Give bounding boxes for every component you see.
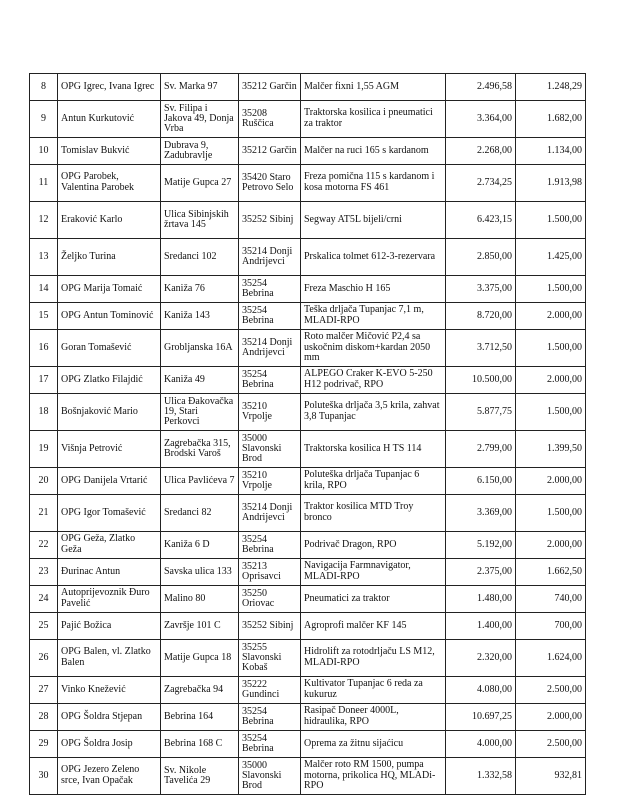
postal-place: 35214 Donji Andrijevci [239,330,301,367]
postal-place: 35208 Ruščica [239,101,301,138]
beneficiary-address: Matije Gupca 18 [161,640,239,677]
row-number: 19 [30,431,58,468]
beneficiary-name: OPG Geža, Zlatko Geža [58,532,161,559]
total-amount: 3.369,00 [446,495,516,532]
beneficiary-name: OPG Zlatko Filajdić [58,367,161,394]
beneficiary-address: Sv. Marka 97 [161,74,239,101]
equipment-description: Segway AT5L bijeli/crni [301,202,446,239]
grant-amount: 1.425,00 [516,239,586,276]
beneficiary-address: Grobljanska 16A [161,330,239,367]
row-number: 20 [30,468,58,495]
grant-amount: 1.134,00 [516,138,586,165]
row-number: 22 [30,532,58,559]
row-number: 11 [30,165,58,202]
table-row [30,586,586,613]
postal-place: 35000 Slavonski Brod [239,431,301,468]
total-amount: 1.332,58 [446,758,516,795]
equipment-description: Freza pomična 115 s kardanom i kosa motorna FS 461 [301,165,446,202]
postal-place: 35254 Bebrina [239,532,301,559]
postal-place: 35252 Sibinj [239,202,301,239]
beneficiary-name: Đurinac Antun [58,559,161,586]
row-number: 25 [30,613,58,640]
postal-place: 35210 Vrpolje [239,394,301,431]
row-number: 29 [30,731,58,758]
total-amount: 6.150,00 [446,468,516,495]
grant-amount: 740,00 [516,586,586,613]
table-row [30,202,586,239]
grant-amount: 1.500,00 [516,276,586,303]
beneficiary-name: Tomislav Bukvić [58,138,161,165]
beneficiary-address: Zagrebačka 94 [161,677,239,704]
table-row [30,239,586,276]
row-number: 15 [30,303,58,330]
table-row [30,613,586,640]
grant-amount: 2.000,00 [516,367,586,394]
beneficiary-address: Bebrina 164 [161,704,239,731]
grant-amount: 2.000,00 [516,532,586,559]
grant-amount: 1.682,00 [516,101,586,138]
grant-amount: 1.624,00 [516,640,586,677]
table-body [30,74,586,795]
table-row [30,394,586,431]
beneficiary-name: Željko Turina [58,239,161,276]
table-row [30,74,586,101]
postal-place: 35222 Gundinci [239,677,301,704]
total-amount: 4.000,00 [446,731,516,758]
total-amount: 8.720,00 [446,303,516,330]
beneficiary-address: Sv. Nikole Tavelića 29 [161,758,239,795]
row-number: 14 [30,276,58,303]
equipment-description: Kultivator Tupanjac 6 reda za kukuruz [301,677,446,704]
total-amount: 1.480,00 [446,586,516,613]
row-number: 12 [30,202,58,239]
total-amount: 10.697,25 [446,704,516,731]
row-number: 27 [30,677,58,704]
beneficiary-name: OPG Šoldra Stjepan [58,704,161,731]
equipment-description: Malčer na ruci 165 s kardanom [301,138,446,165]
beneficiary-address: Zagrebačka 315, Brodski Varoš [161,431,239,468]
beneficiary-address: Sv. Filipa i Jakova 49, Donja Vrba [161,101,239,138]
grant-amount: 1.500,00 [516,202,586,239]
row-number: 18 [30,394,58,431]
equipment-description: Traktorska kosilica H TS 114 [301,431,446,468]
beneficiary-name: Pajić Božica [58,613,161,640]
beneficiary-name: OPG Igor Tomašević [58,495,161,532]
beneficiary-address: Bebrina 168 C [161,731,239,758]
equipment-description: Traktor kosilica MTD Troy bronco [301,495,446,532]
row-number: 13 [30,239,58,276]
equipment-description: Hidrolift za rotodrljaču LS M12, MLADI-RPO [301,640,446,677]
grant-amount: 1.500,00 [516,330,586,367]
equipment-description: Poluteška drljača Tupanjac 6 krila, RPO [301,468,446,495]
beneficiary-name: OPG Marija Tomaić [58,276,161,303]
equipment-description: Podrivač Dragon, RPO [301,532,446,559]
table-row [30,303,586,330]
beneficiary-name: Antun Kurkutović [58,101,161,138]
table-row [30,330,586,367]
equipment-description: Traktorska kosilica i pneumatici za traktor [301,101,446,138]
total-amount: 1.400,00 [446,613,516,640]
total-amount: 4.080,00 [446,677,516,704]
beneficiary-name: OPG Danijela Vrtarić [58,468,161,495]
grant-amount: 2.000,00 [516,704,586,731]
total-amount: 2.320,00 [446,640,516,677]
total-amount: 2.375,00 [446,559,516,586]
postal-place: 35254 Bebrina [239,303,301,330]
beneficiary-address: Sredanci 102 [161,239,239,276]
table-row [30,559,586,586]
table-row [30,640,586,677]
row-number: 28 [30,704,58,731]
total-amount: 6.423,15 [446,202,516,239]
postal-place: 35212 Garčin [239,138,301,165]
equipment-description: Oprema za žitnu sijaćicu [301,731,446,758]
equipment-description: Poluteška drljača 3,5 krila, zahvat 3,8 Tupanjac [301,394,446,431]
row-number: 24 [30,586,58,613]
beneficiary-address: Matije Gupca 27 [161,165,239,202]
beneficiary-name: Goran Tomašević [58,330,161,367]
grant-amount: 700,00 [516,613,586,640]
postal-place: 35250 Oriovac [239,586,301,613]
beneficiary-name: OPG Šoldra Josip [58,731,161,758]
grant-amount: 1.500,00 [516,394,586,431]
table-row [30,276,586,303]
table-row [30,101,586,138]
beneficiary-address: Kaniža 76 [161,276,239,303]
beneficiary-address: Malino 80 [161,586,239,613]
table-row [30,758,586,795]
equipment-description: Prskalica tolmet 612-3-rezervara [301,239,446,276]
beneficiary-address: Dubrava 9, Zadubravlje [161,138,239,165]
postal-place: 35214 Donji Andrijevci [239,495,301,532]
beneficiary-address: Sredanci 82 [161,495,239,532]
beneficiary-address: Kaniža 49 [161,367,239,394]
equipment-description: Malčer roto RM 1500, pumpa motorna, prikolica HQ, MLADi-RPO [301,758,446,795]
postal-place: 35254 Bebrina [239,276,301,303]
row-number: 17 [30,367,58,394]
beneficiary-name: OPG Igrec, Ivana Igrec [58,74,161,101]
total-amount: 5.877,75 [446,394,516,431]
beneficiary-name: Višnja Petrović [58,431,161,468]
equipment-description: Malčer fixni 1,55 AGM [301,74,446,101]
grant-amount: 1.662,50 [516,559,586,586]
grant-amount: 2.000,00 [516,468,586,495]
equipment-description: Pneumatici za traktor [301,586,446,613]
table-row [30,731,586,758]
beneficiary-name: OPG Balen, vl. Zlatko Balen [58,640,161,677]
beneficiary-address: Savska ulica 133 [161,559,239,586]
row-number: 26 [30,640,58,677]
beneficiary-name: Autoprijevoznik Đuro Pavelić [58,586,161,613]
beneficiary-address: Ulica Đakovačka 19, Stari Perkovci [161,394,239,431]
postal-place: 35212 Garčin [239,74,301,101]
beneficiary-address: Ulica Sibinjskih žrtava 145 [161,202,239,239]
total-amount: 3.364,00 [446,101,516,138]
grant-amount: 2.500,00 [516,677,586,704]
beneficiary-address: Završje 101 C [161,613,239,640]
postal-place: 35254 Bebrina [239,731,301,758]
total-amount: 2.850,00 [446,239,516,276]
row-number: 23 [30,559,58,586]
postal-place: 35252 Sibinj [239,613,301,640]
grant-amount: 1.913,98 [516,165,586,202]
equipment-description: Navigacija Farmnavigator, MLADI-RPO [301,559,446,586]
table-row [30,677,586,704]
grant-amount: 2.500,00 [516,731,586,758]
total-amount: 2.734,25 [446,165,516,202]
grant-amount: 2.000,00 [516,303,586,330]
beneficiary-name: Vinko Knežević [58,677,161,704]
beneficiary-name: Eraković Karlo [58,202,161,239]
postal-place: 35254 Bebrina [239,367,301,394]
table-row [30,431,586,468]
postal-place: 35255 Slavonski Kobaš [239,640,301,677]
equipment-description: Agroprofi malčer KF 145 [301,613,446,640]
total-amount: 2.799,00 [446,431,516,468]
total-amount: 2.268,00 [446,138,516,165]
total-amount: 3.712,50 [446,330,516,367]
beneficiary-address: Kaniža 6 D [161,532,239,559]
table-row [30,704,586,731]
grant-amount: 1.399,50 [516,431,586,468]
postal-place: 35210 Vrpolje [239,468,301,495]
postal-place: 35000 Slavonski Brod [239,758,301,795]
beneficiary-name: Bošnjaković Mario [58,394,161,431]
grant-amount: 1.248,29 [516,74,586,101]
table-row [30,165,586,202]
total-amount: 2.496,58 [446,74,516,101]
postal-place: 35254 Bebrina [239,704,301,731]
grant-amount: 932,81 [516,758,586,795]
beneficiary-name: OPG Parobek, Valentina Parobek [58,165,161,202]
table-row [30,495,586,532]
row-number: 21 [30,495,58,532]
total-amount: 10.500,00 [446,367,516,394]
beneficiary-address: Ulica Pavlićeva 7 [161,468,239,495]
row-number: 30 [30,758,58,795]
row-number: 10 [30,138,58,165]
equipment-description: Teška drljača Tupanjac 7,1 m, MLADI-RPO [301,303,446,330]
equipment-description: Freza Maschio H 165 [301,276,446,303]
equipment-description: Roto malčer Mičović P2,4 sa uskočnim diskom+kardan 2050 mm [301,330,446,367]
beneficiary-name: OPG Jezero Zeleno srce, Ivan Opačak [58,758,161,795]
postal-place: 35213 Oprisavci [239,559,301,586]
beneficiary-name: OPG Antun Tominović [58,303,161,330]
grants-table [29,73,586,795]
table-row [30,532,586,559]
row-number: 9 [30,101,58,138]
postal-place: 35420 Staro Petrovo Selo [239,165,301,202]
beneficiary-address: Kaniža 143 [161,303,239,330]
total-amount: 5.192,00 [446,532,516,559]
grant-amount: 1.500,00 [516,495,586,532]
table-row [30,138,586,165]
postal-place: 35214 Donji Andrijevci [239,239,301,276]
row-number: 8 [30,74,58,101]
table-row [30,468,586,495]
row-number: 16 [30,330,58,367]
total-amount: 3.375,00 [446,276,516,303]
table-row [30,367,586,394]
equipment-description: Rasipač Doneer 4000L, hidraulika, RPO [301,704,446,731]
equipment-description: ALPEGO Craker K-EVO 5-250 H12 podrivač, RPO [301,367,446,394]
